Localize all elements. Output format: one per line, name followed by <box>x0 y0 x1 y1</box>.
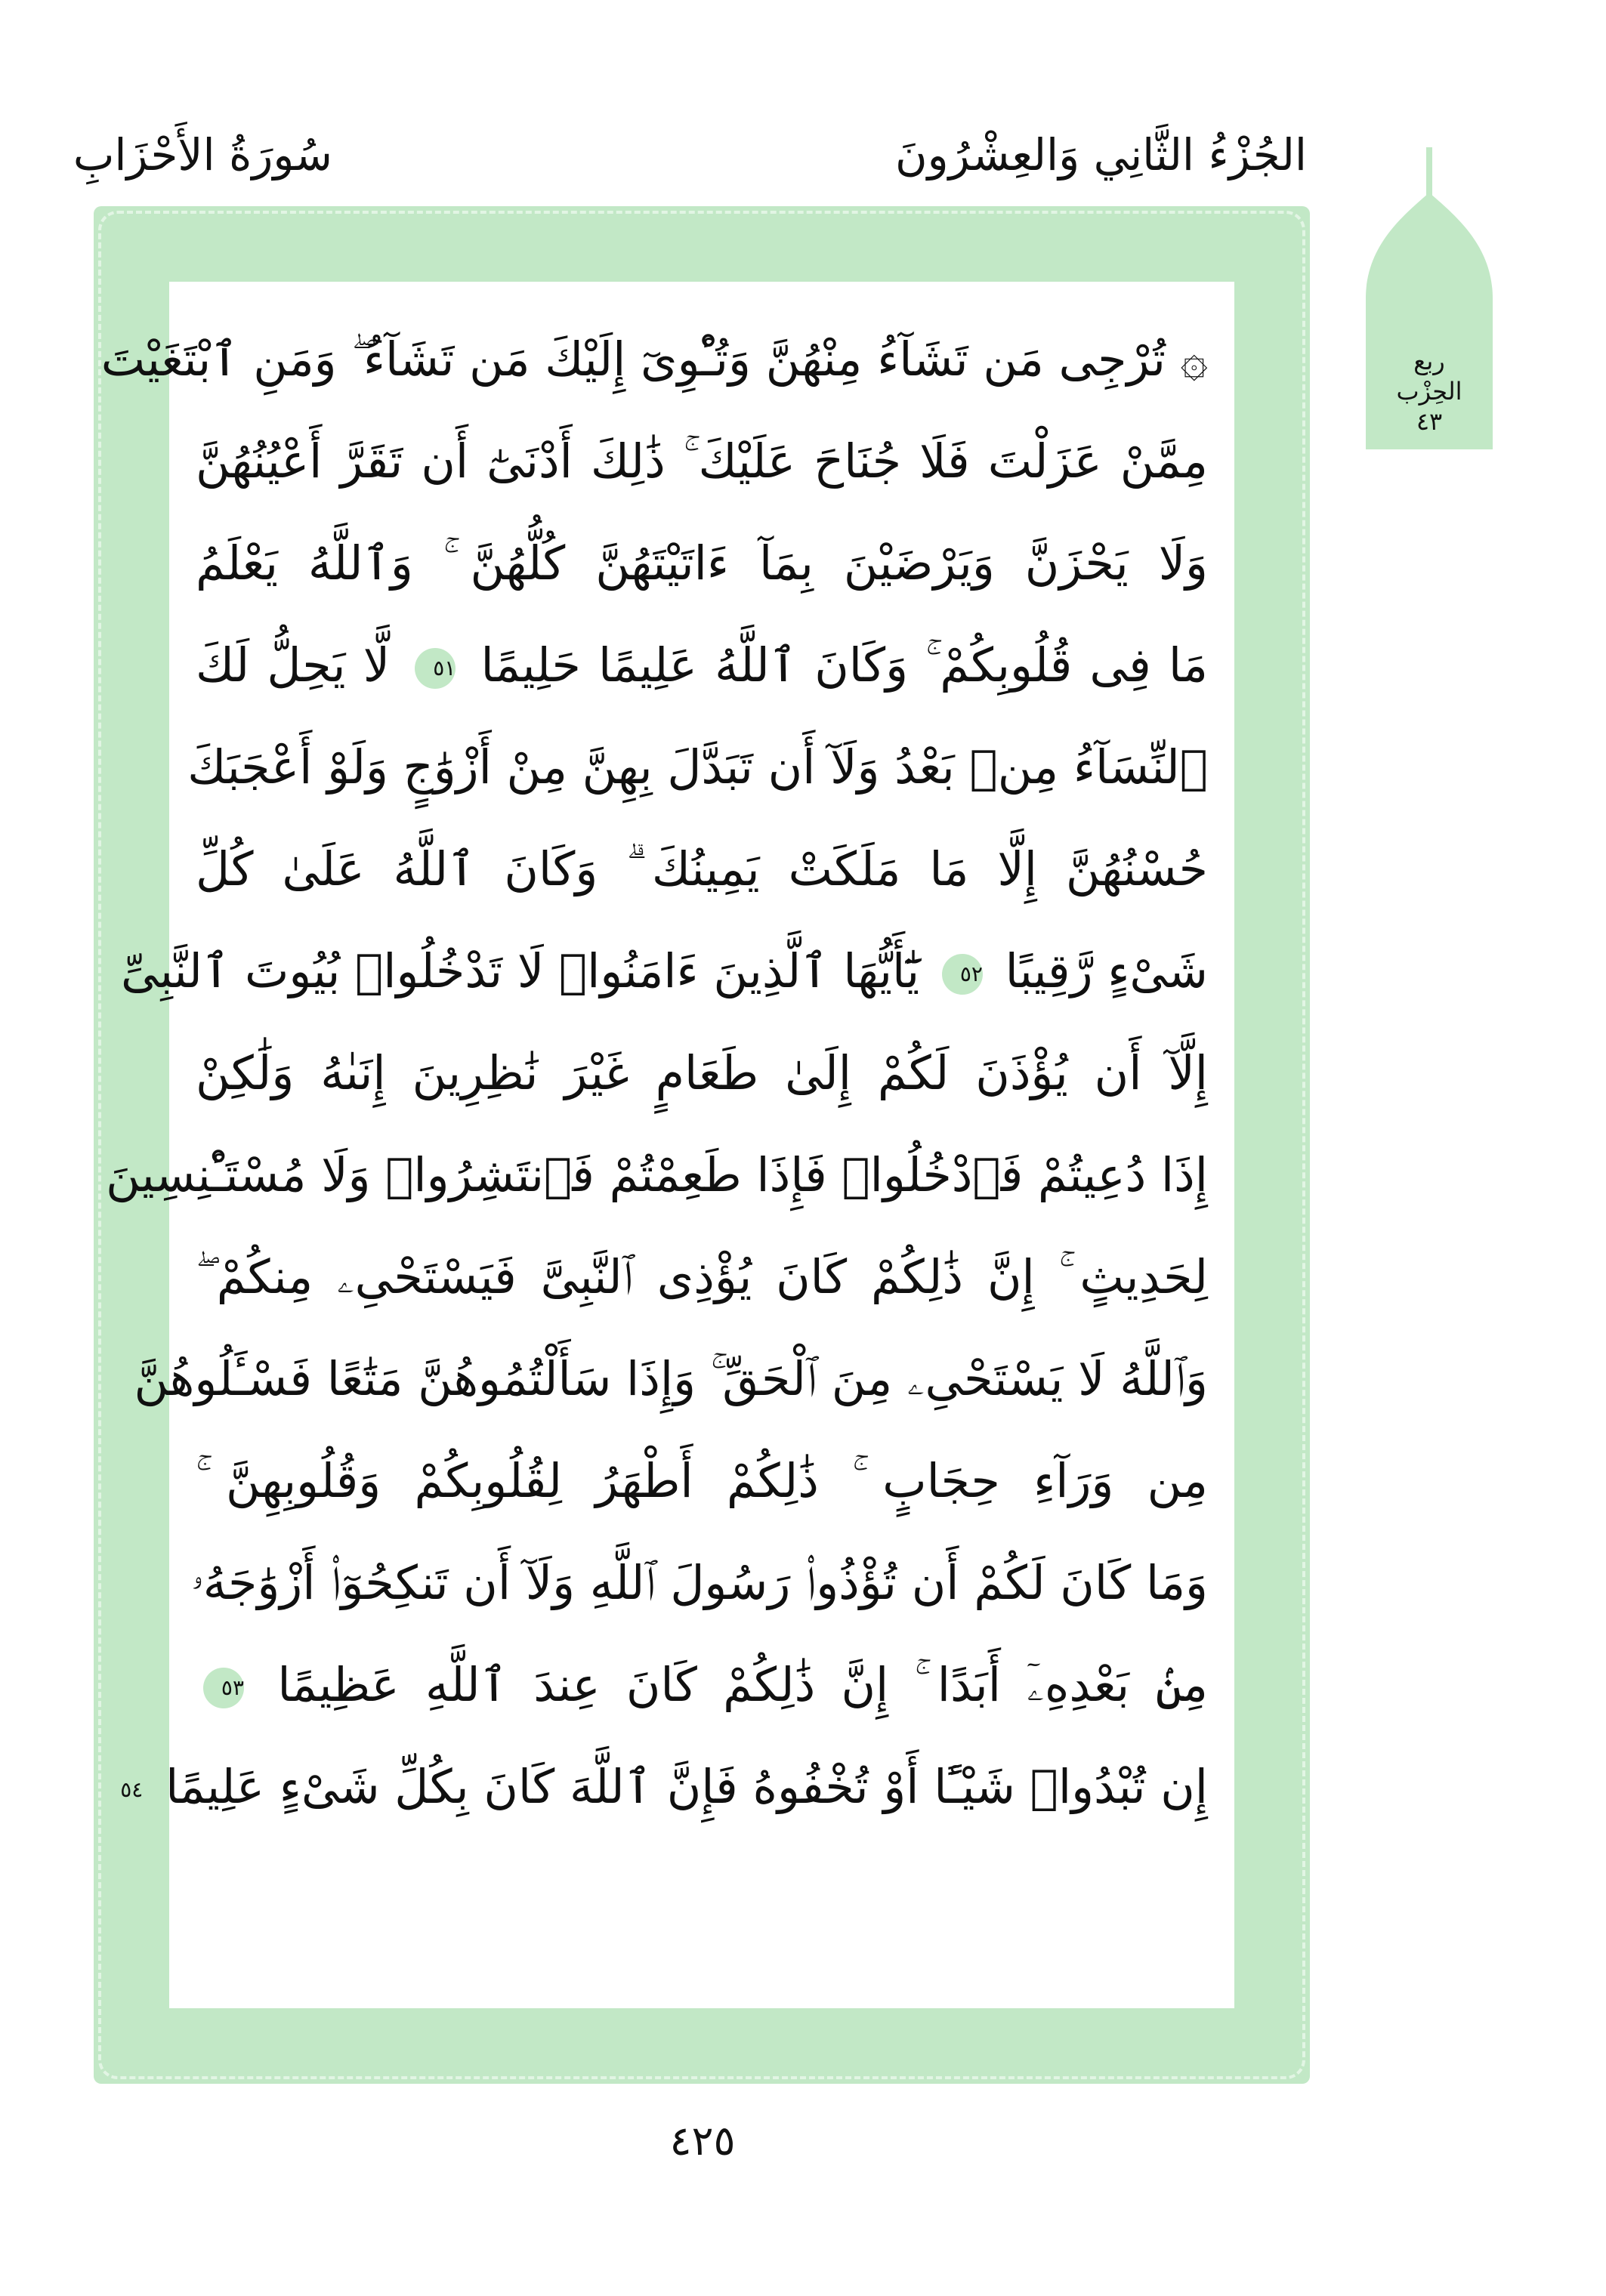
surah-title: سُورَةُ الأَحْزَابِ <box>73 129 332 181</box>
verse-line: وَٱللَّهُ لَا يَسْتَحْىِۦ مِنَ ٱلْحَقِّ ۚ وَإِذَا سَأَلْتُمُوهُنَّ مَتَٰعًا فَسْـَٔلُوهُنَّ <box>134 1351 1208 1406</box>
verse-line: لِحَدِيثٍ ۚ إِنَّ ذَٰلِكُمْ كَانَ يُؤْذِى ٱلنَّبِىَّ فَيَسْتَحْىِۦ مِنكُمْ ۖ <box>196 1249 1208 1304</box>
verse-lines <box>100 308 1234 1838</box>
ayah-number-marker: ٥١ <box>415 648 456 689</box>
page-number: ٤٢٥ <box>669 2117 736 2165</box>
hizb-number: ٤٣ <box>1416 407 1443 436</box>
verse-line: مَا فِى قُلُوبِكُمْ ۚ وَكَانَ ٱللَّهُ عَلِيمًا حَلِيمًا ٥١ لَّا يَحِلُّ لَكَ <box>196 637 1208 693</box>
verse-line: ۞ تُرْجِى مَن تَشَآءُ مِنْهُنَّ وَتُـْٔوِىٓ إِلَيْكَ مَن تَشَآءُ ۖ وَمَنِ ٱبْتَغَيْتَ <box>100 332 1208 387</box>
verse-line: وَمَا كَانَ لَكُمْ أَن تُؤْذُوا۟ رَسُولَ ٱللَّهِ وَلَآ أَن تَنكِحُوٓا۟ أَزْوَٰجَهُۥ <box>191 1555 1208 1610</box>
verse-line: حُسْنُهُنَّ إِلَّا مَا مَلَكَتْ يَمِينُكَ ۗ وَكَانَ ٱللَّهُ عَلَىٰ كُلِّ <box>196 841 1208 896</box>
verse-line: شَىْءٍ رَّقِيبًا ٥٢ يَٰٓأَيُّهَا ٱلَّذِينَ ءَامَنُوا۟ لَا تَدْخُلُوا۟ بُيُوتَ ٱلنَّبِىِّ <box>120 943 1208 998</box>
verse-line: إِلَّآ أَن يُؤْذَنَ لَكُمْ إِلَىٰ طَعَامٍ غَيْرَ نَٰظِرِينَ إِنَىٰهُ وَلَٰكِنْ <box>196 1045 1208 1100</box>
verse-line: مِن وَرَآءِ حِجَابٍ ۚ ذَٰلِكُمْ أَطْهَرُ لِقُلُوبِكُمْ وَقُلُوبِهِنَّ ۚ <box>196 1453 1208 1508</box>
verse-line: مِمَّنْ عَزَلْتَ فَلَا جُنَاحَ عَلَيْكَ ۚ ذَٰلِكَ أَدْنَىٰٓ أَن تَقَرَّ أَعْيُنُهُنَّ <box>196 434 1208 489</box>
hizb-quarter-label: ربع <box>1413 347 1445 375</box>
verse-line: ٱلنِّسَآءُ مِنۢ بَعْدُ وَلَآ أَن تَبَدَّلَ بِهِنَّ مِنْ أَزْوَٰجٍ وَلَوْ أَعْجَبَكَ <box>187 739 1208 795</box>
verse-line: وَلَا يَحْزَنَّ وَيَرْضَيْنَ بِمَآ ءَاتَيْتَهُنَّ كُلُّهُنَّ ۚ وَٱللَّهُ يَعْلَمُ <box>196 535 1208 591</box>
verse-line: إِن تُبْدُوا۟ شَيْـًٔا أَوْ تُخْفُوهُ فَإِنَّ ٱللَّهَ كَانَ بِكُلِّ شَىْءٍ عَلِيمًا ٥٤ <box>169 1736 1234 1838</box>
hizb-marker-text <box>1358 346 1500 437</box>
verse-line: مِنۢ بَعْدِهِۦٓ أَبَدًا ۚ إِنَّ ذَٰلِكُمْ كَانَ عِندَ ٱللَّهِ عَظِيمًا ٥٣ <box>169 1634 1234 1736</box>
verse-line: إِذَا دُعِيتُمْ فَٱدْخُلُوا۟ فَإِذَا طَعِمْتُمْ فَٱنتَشِرُوا۟ وَلَا مُسْتَـْٔنِسِينَ <box>106 1147 1208 1202</box>
text-panel <box>100 282 1234 2008</box>
ayah-number-marker: ٥٣ <box>203 1668 244 1708</box>
ayah-number-marker: ٥٢ <box>942 954 983 995</box>
hizb-name: الحِزْب <box>1396 377 1462 406</box>
juz-title: الجُزْءُ الثَّانِي وَالعِشْرُونَ <box>895 129 1307 181</box>
ayah-number-marker: ٥٤ <box>102 1770 143 1810</box>
page-frame <box>94 206 1310 2084</box>
